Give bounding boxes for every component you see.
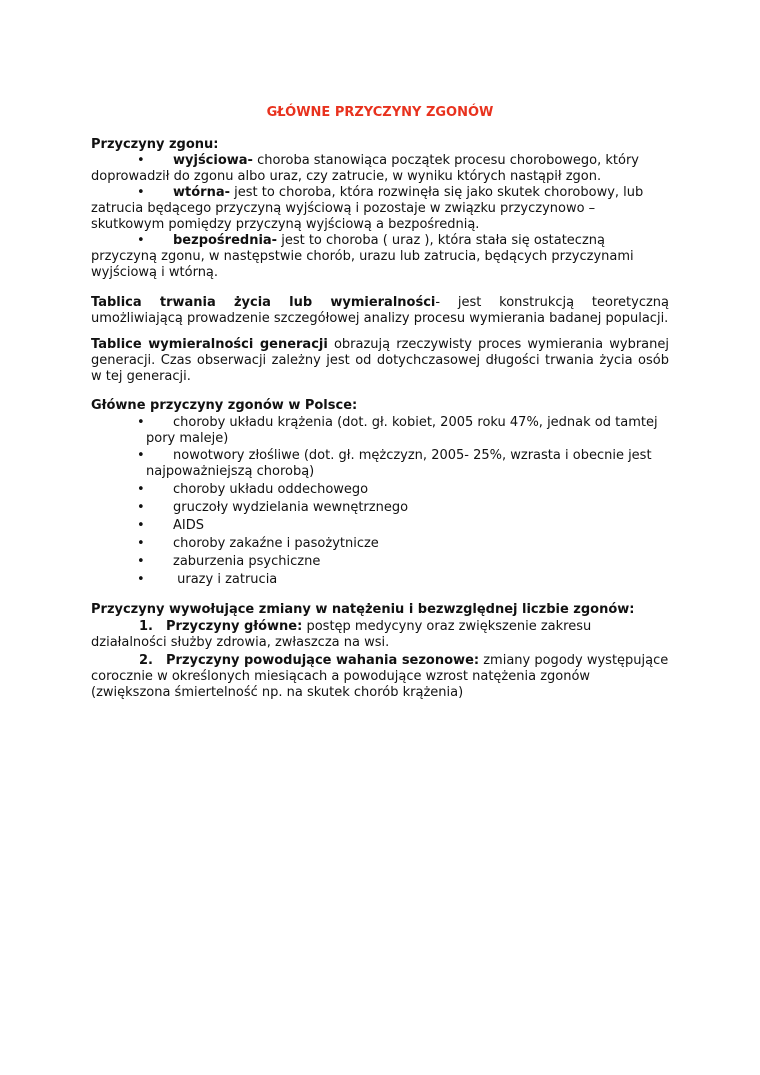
poland-heading: Główne przyczyny zgonów w Polsce: [91,398,358,413]
bullet-icon: • [137,185,145,200]
bullet-icon: • [137,536,145,551]
bullet-icon: • [137,448,145,463]
item-text-continued: najpoważniejszą chorobą) [146,464,315,479]
causes-heading: Przyczyny zgonu: [91,137,219,152]
list-item [91,554,669,570]
item-text: choroby układu oddechowego [173,482,369,497]
changes-section [91,602,669,701]
item-text: postęp medycyny oraz zwiększenie zakresu działalności służby zdrowia, zwłaszcza na wsi. [91,619,592,650]
list-item [91,233,669,281]
list-item [91,518,669,534]
item-text: nowotwory złośliwe (dot. gł. mężczyzn, 2005- 25%, wzrasta i obecnie jest [173,448,652,463]
list-item [91,536,669,552]
numbered-item [91,619,669,651]
bullet-icon: • [137,415,145,430]
term: Tablica trwania życia lub wymieralności [91,295,436,310]
item-text-continued: pory maleje) [146,431,229,446]
item-text: urazy i zatrucia [173,572,278,587]
bullet-icon: • [137,482,145,497]
term: Przyczyny główne: [166,619,303,634]
term: bezpośrednia- [173,233,278,248]
list-item [91,448,669,480]
item-text: choroby układu krążenia (dot. gł. kobiet, 2005 roku 47%, jednak od tamtej [173,415,658,430]
bullet-icon: • [137,500,145,515]
poland-causes-section [91,398,669,588]
term: Tablice wymieralności generacji [91,337,328,352]
paragraph-text: - jest konstrukcją teoretyczną umożliwiającą prowadzenie szczegółowej analizy procesu wymierania badanej populacji. [91,295,669,326]
term: wtórna- [173,185,230,200]
item-text: zmiany pogody występujące corocznie w określonych miesiącach a powodujące wzrost natężenia zgonów (zwiększona śmiertelność np. na skutek chorób krążenia) [91,653,669,700]
changes-heading: Przyczyny wywołujące zmiany w natężeniu i bezwzględnej liczbie zgonów: [91,602,635,617]
list-item [91,415,669,447]
list-item [91,500,669,516]
item-number: 1. [139,619,153,634]
list-item [91,482,669,498]
term: wyjściowa- [173,153,253,168]
list-item [91,572,669,588]
bullet-icon: • [137,233,145,248]
paragraph-text: obrazują rzeczywisty proces wymierania wybranej generacji. Czas obserwacji zależny jest od dotychczasowej długości trwania życia osób w tej generacji. [91,337,669,384]
item-number: 2. [139,653,153,668]
bullet-icon: • [137,554,145,569]
document-title: GŁÓWNE PRZYCZYNY ZGONÓW [266,105,494,120]
life-table-paragraph [91,295,669,327]
item-text: gruczoły wydzielania wewnętrznego [173,500,409,515]
list-item [91,153,669,185]
numbered-item [91,653,669,701]
item-text: jest to choroba ( uraz ), która stała się ostateczną przyczyną zgonu, w następstwie chorób, urazu lub zatrucia, będących przyczynami wyjściową i wtórną. [91,233,634,280]
list-item [91,185,669,233]
generation-tables-paragraph [91,337,669,385]
item-text: choroby zakaźne i pasożytnicze [173,536,379,551]
item-text: jest to choroba, która rozwinęła się jako skutek chorobowy, lub zatrucia będącego przyczyną wyjściową i pozostaje w związku przyczynowo – skutkowym pomiędzy przyczyną wyjściową a bezpośrednią. [91,185,644,232]
term: Przyczyny powodujące wahania sezonowe: [166,653,480,668]
bullet-icon: • [137,572,145,587]
item-text: zaburzenia psychiczne [173,554,321,569]
bullet-icon: • [137,153,145,168]
item-text: choroba stanowiąca początek procesu chorobowego, który doprowadził do zgonu albo uraz, czy zatrucie, w wyniku których nastąpił zgon. [91,153,640,184]
bullet-icon: • [137,518,145,533]
item-text: AIDS [173,518,204,533]
causes-section [91,137,669,281]
